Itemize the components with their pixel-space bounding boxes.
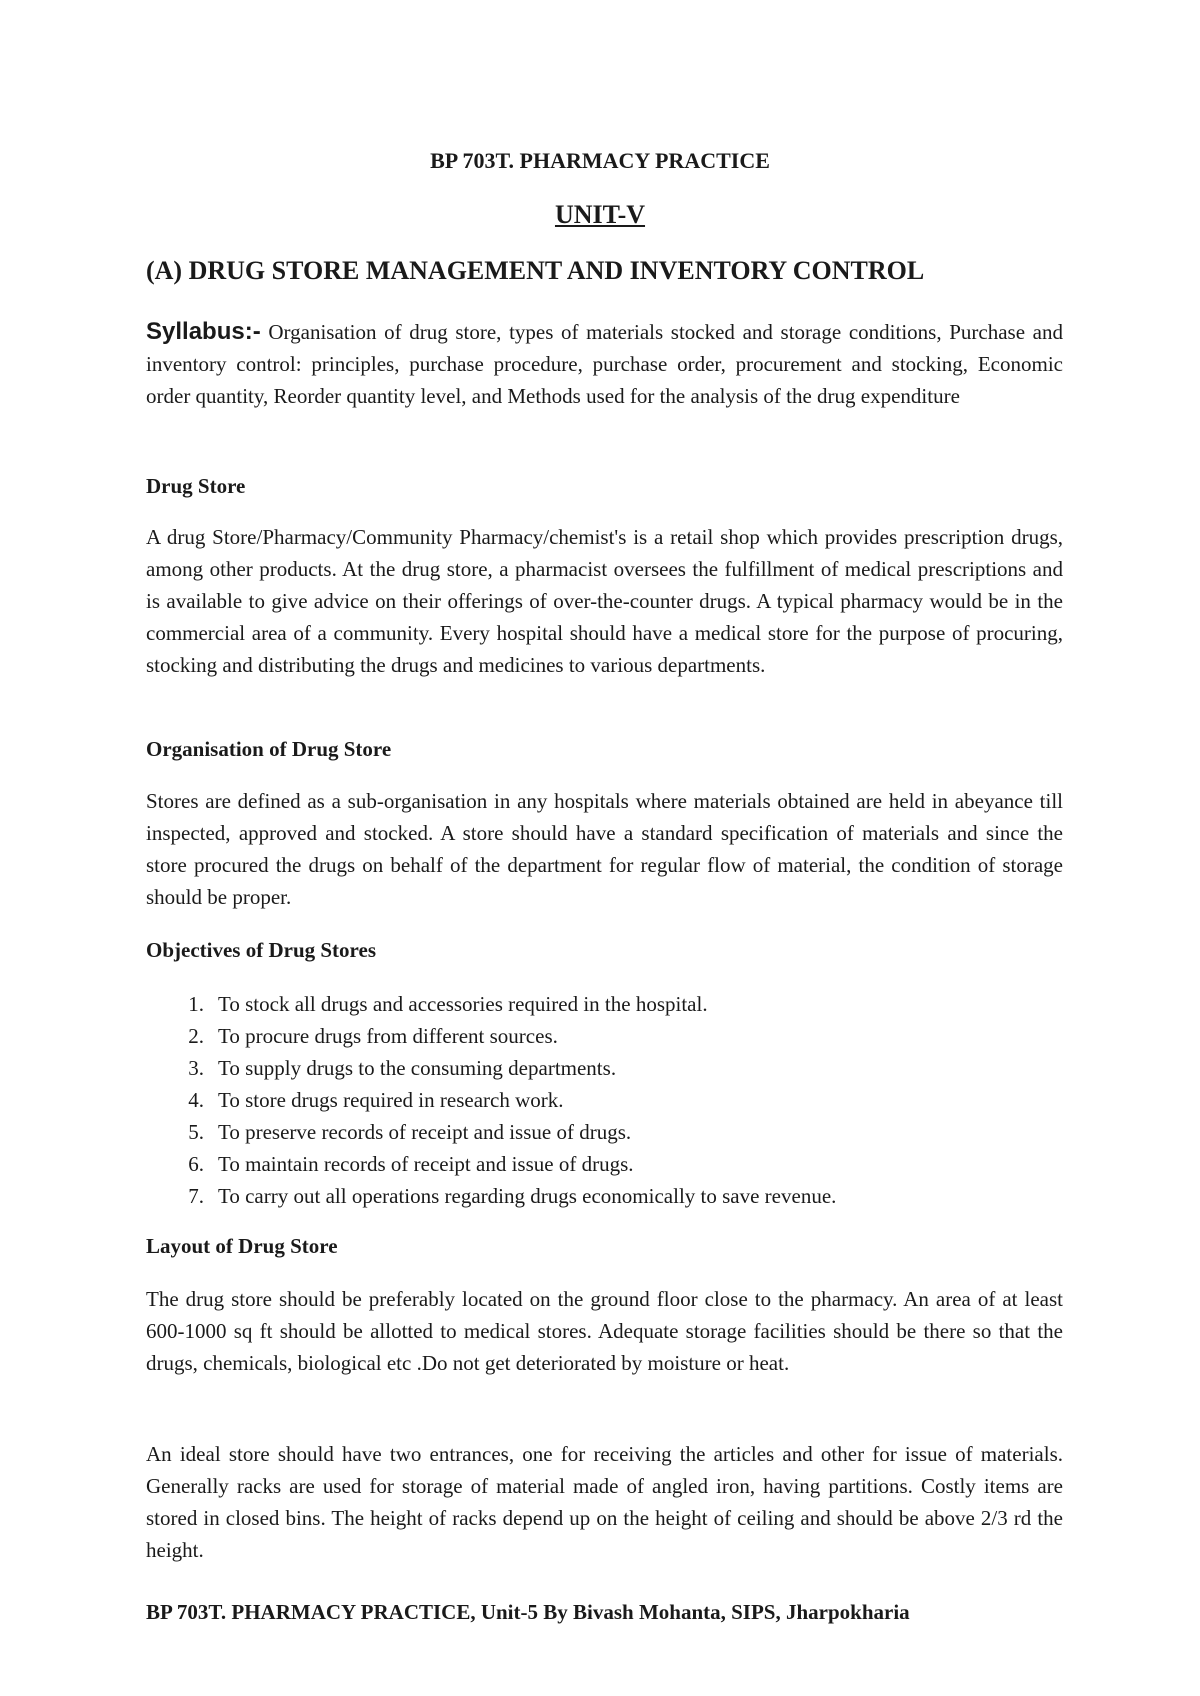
course-title: BP 703T. PHARMACY PRACTICE (430, 148, 770, 173)
list-item-text: To procure drugs from different sources. (218, 1024, 558, 1048)
syllabus-text: Organisation of drug store, types of materials stocked and storage conditions, Purchase and inventory control: principles, purchase procedure, purchase order, procurement and stocking, Economic order quantity, Reorder quantity level, and Methods used for the analysis of the drug expenditure (146, 320, 1063, 408)
layout-paragraph-1: The drug store should be preferably located on the ground floor close to the pharmacy. An area of at least 600-1000 sq ft should be allotted to medical stores. Adequate storage facilities should be there so that the drugs, chemicals, biological etc .Do not get deteriorated by moisture or heat. (146, 1287, 1063, 1375)
list-item (146, 1180, 1046, 1212)
list-item (146, 1020, 1046, 1052)
objectives-list (146, 988, 1046, 1212)
unit-title: UNIT-V (554, 200, 646, 229)
syllabus-label: Syllabus:- (146, 318, 261, 345)
list-item (146, 1052, 1046, 1084)
list-item-number: 2. (188, 1024, 204, 1048)
list-item-text: To preserve records of receipt and issue of drugs. (218, 1120, 632, 1144)
list-item (146, 1148, 1046, 1180)
list-item-text: To stock all drugs and accessories required in the hospital. (218, 992, 708, 1016)
layout-heading: Layout of Drug Store (146, 1234, 338, 1258)
layout-paragraph-2: An ideal store should have two entrances, one for receiving the articles and other for issue of materials. Generally racks are used for storage of material made of angled iron, having partitions. Costly items are stored in closed bins. The height of racks depend up on the height of ceiling and should be above 2/3 rd the height. (146, 1442, 1063, 1562)
list-item-number: 1. (188, 992, 204, 1016)
list-item-text: To carry out all operations regarding drugs economically to save revenue. (218, 1184, 837, 1208)
list-item-text: To store drugs required in research work. (218, 1088, 564, 1112)
list-item-number: 4. (188, 1088, 204, 1112)
section-title: (A) DRUG STORE MANAGEMENT AND INVENTORY CONTROL (146, 256, 925, 285)
list-item (146, 988, 1046, 1020)
objectives-heading: Objectives of Drug Stores (146, 938, 376, 962)
drug-store-paragraph: A drug Store/Pharmacy/Community Pharmacy/chemist's is a retail shop which provides prescription drugs, among other products. At the drug store, a pharmacist oversees the fulfillment of medical prescriptions and is available to give advice on their offerings of over-the-counter drugs. A typical pharmacy would be in the commercial area of a community. Every hospital should have a medical store for the purpose of procuring, stocking and distributing the drugs and medicines to various departments. (146, 525, 1063, 677)
organisation-heading: Organisation of Drug Store (146, 737, 392, 761)
list-item-number: 7. (188, 1184, 204, 1208)
list-item (146, 1116, 1046, 1148)
list-item-number: 5. (188, 1120, 204, 1144)
list-item-text: To maintain records of receipt and issue of drugs. (218, 1152, 634, 1176)
page-footer: BP 703T. PHARMACY PRACTICE, Unit-5 By Bivash Mohanta, SIPS, Jharpokharia (146, 1600, 910, 1624)
list-item-number: 3. (188, 1056, 204, 1080)
drug-store-heading: Drug Store (146, 474, 246, 498)
list-item-text: To supply drugs to the consuming departments. (218, 1056, 617, 1080)
syllabus-paragraph (146, 316, 1063, 412)
organisation-paragraph: Stores are defined as a sub-organisation in any hospitals where materials obtained are held in abeyance till inspected, approved and stocked. A store should have a standard specification of materials and since the store procured the drugs on behalf of the department for regular flow of material, the condition of storage should be proper. (146, 789, 1063, 909)
list-item (146, 1084, 1046, 1116)
list-item-number: 6. (188, 1152, 204, 1176)
